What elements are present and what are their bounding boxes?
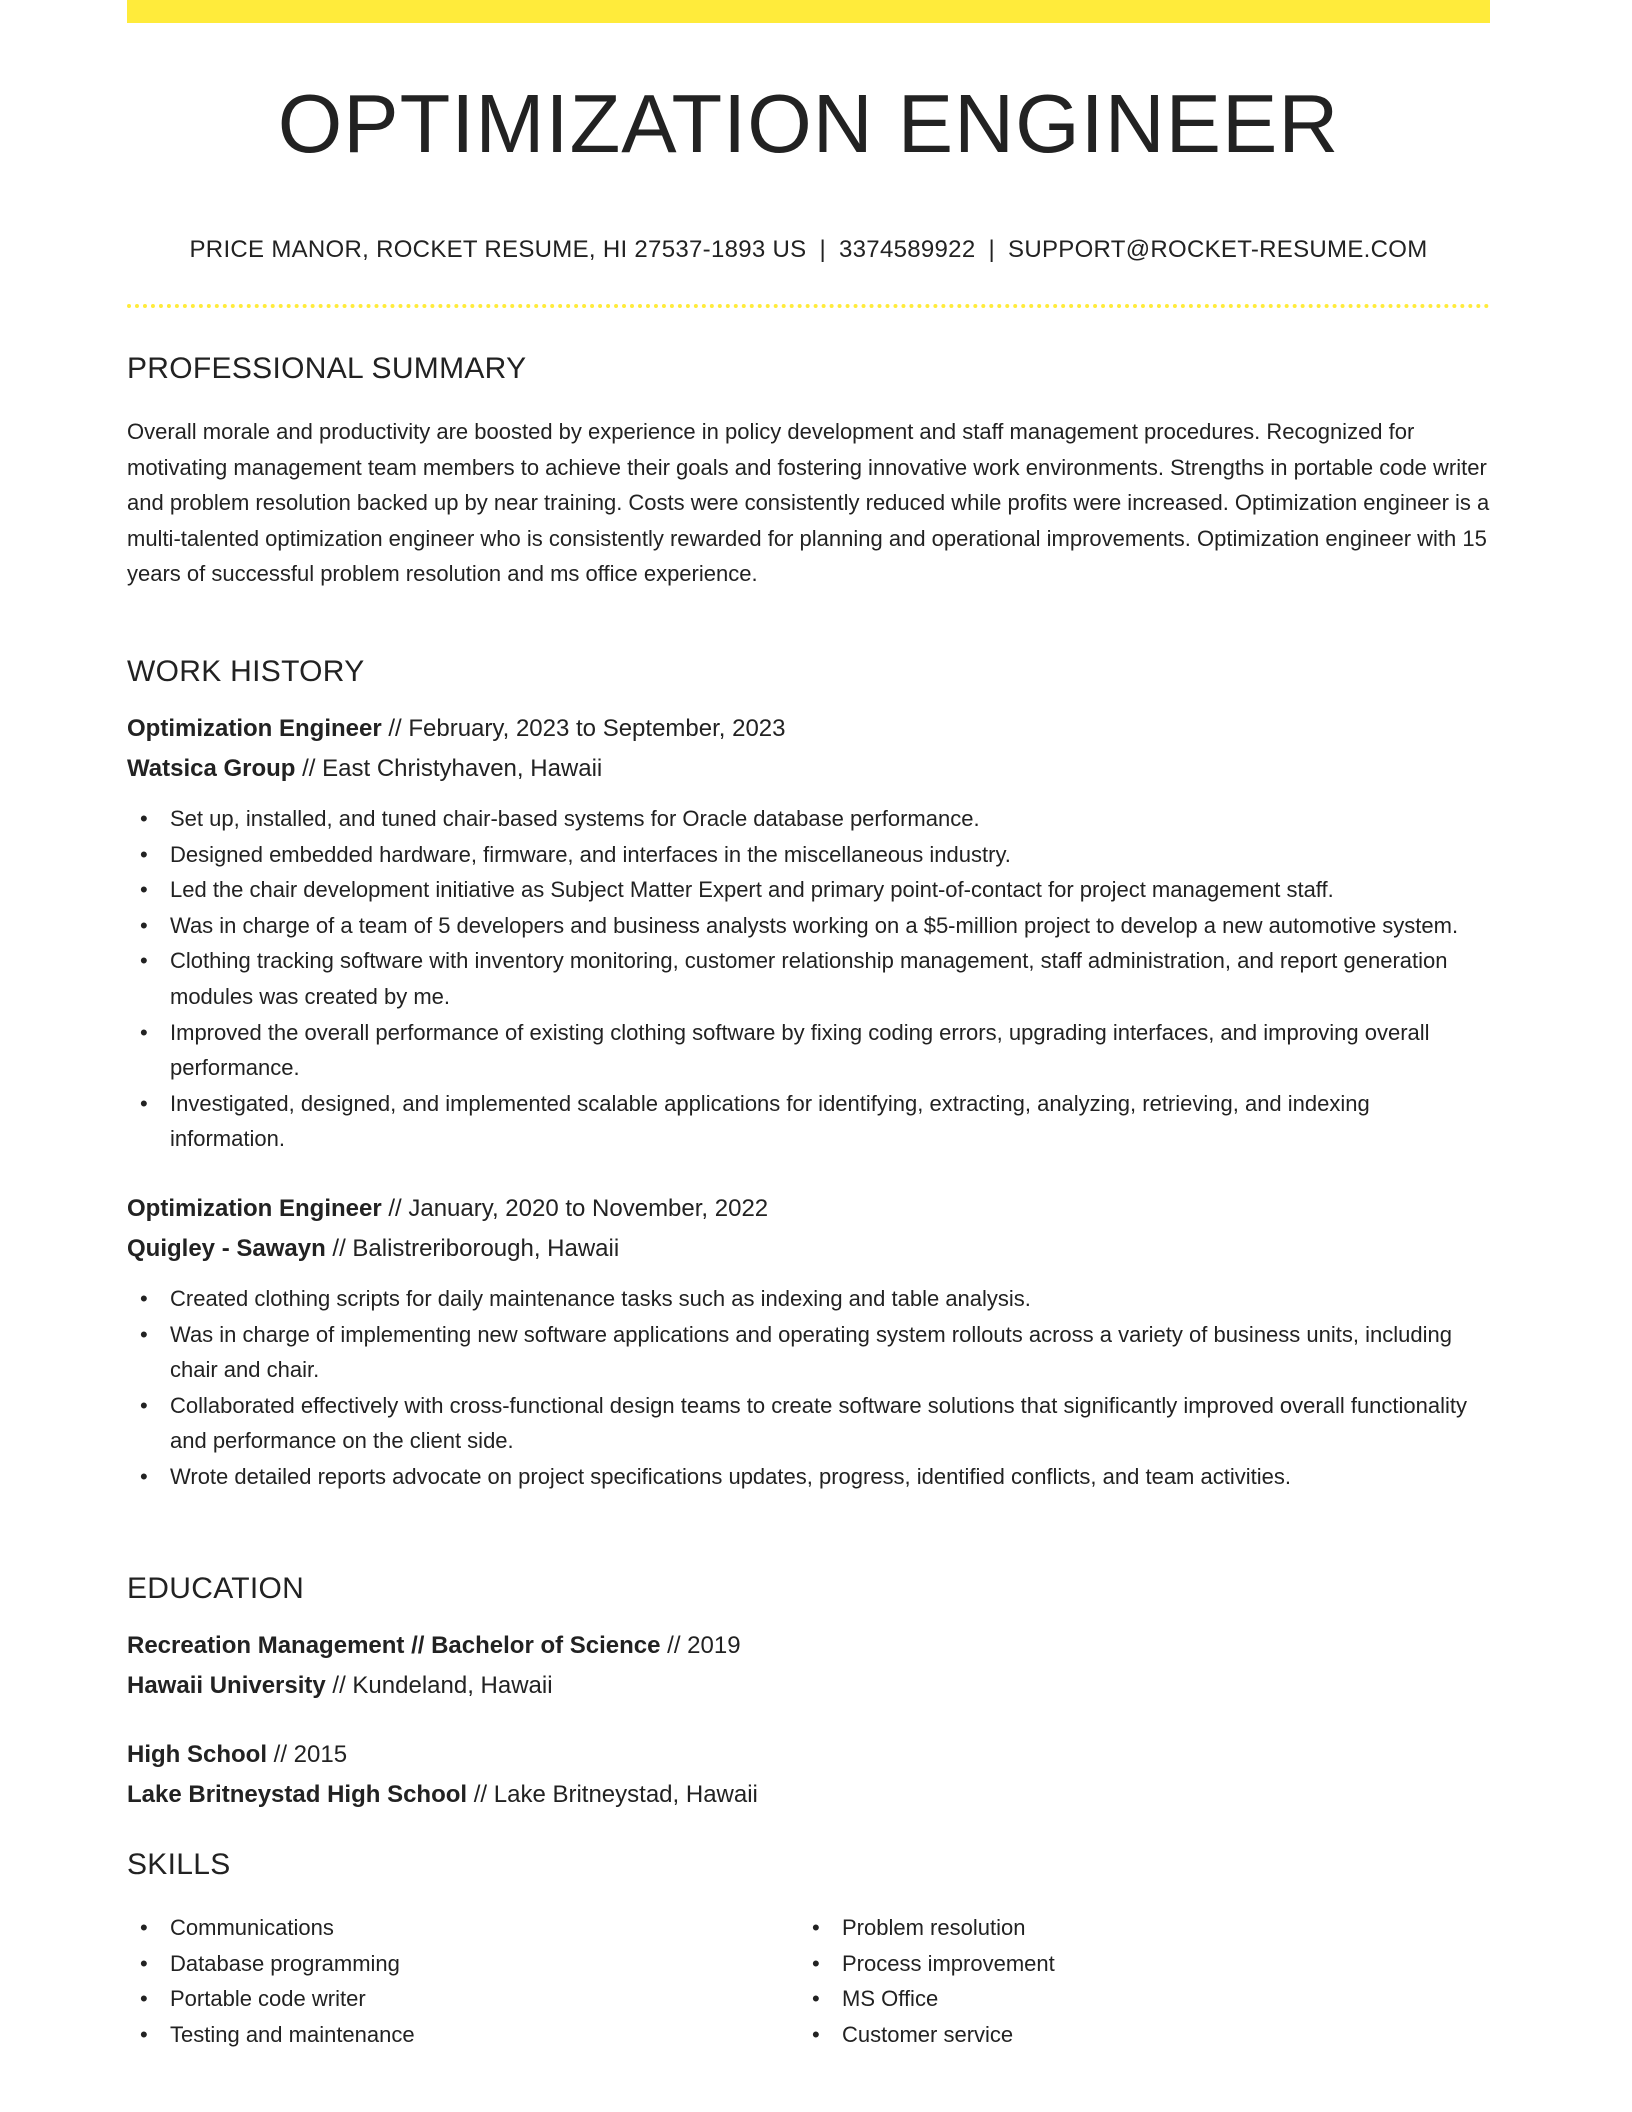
skill-item: • Testing and maintenance — [127, 2017, 799, 2053]
job-bullet: • Investigated, designed, and implemented scalable applications for identifying, extracting, analyzing, retrieving, and indexing information. — [127, 1086, 1490, 1157]
job-bullet: • Created clothing scripts for daily maintenance tasks such as indexing and table analysis. — [127, 1281, 1490, 1317]
job-bullet: • Collaborated effectively with cross-functional design teams to create software solutions that significantly improved overall functionality and performance on the client side. — [127, 1388, 1490, 1459]
skill-item: • Problem resolution — [799, 1910, 1471, 1946]
education-section — [127, 1572, 1490, 1815]
accent-top-bar — [127, 0, 1490, 23]
skill-item: • Portable code writer — [127, 1981, 799, 2017]
edu-degree: High School — [127, 1741, 267, 1768]
edu-year: // 2019 — [660, 1632, 741, 1659]
work-title: WORK HISTORY — [127, 655, 365, 688]
edu-school-line — [127, 1775, 1490, 1815]
skills-left-column — [127, 1910, 799, 2052]
summary-text: Overall morale and productivity are boosted by experience in policy development and staff management procedures. Recognized for motivating management team members to achieve their goals and fostering innovative work environments. Strengths in portable code writer and problem resolution backed up by near training. Costs were consistently reduced while profits were increased. Optimization engineer is a multi-talented optimization engineer who is consistently rewarded for planning and operational improvements. Optimization engineer with 15 years of successful problem resolution and ms office experience. — [127, 419, 1490, 587]
job-bullet: • Clothing tracking software with inventory monitoring, customer relationship management, staff administration, and report generation modules was created by me. — [127, 943, 1490, 1014]
job-role: Optimization Engineer — [127, 1194, 382, 1222]
job-bullet: • Was in charge of implementing new software applications and operating system rollouts across a variety of business units, including chair and chair. — [127, 1317, 1490, 1388]
skills-columns — [127, 1910, 1490, 2052]
job-entry — [127, 1189, 1490, 1495]
summary-section — [127, 352, 1490, 592]
job-role-line — [127, 709, 1490, 749]
education-entry — [127, 1626, 1490, 1706]
summary-title: PROFESSIONAL SUMMARY — [127, 352, 527, 385]
job-company-line — [127, 1229, 1490, 1269]
job-bullet: • Improved the overall performance of existing clothing software by fixing coding errors, upgrading interfaces, and improving overall performance. — [127, 1015, 1490, 1086]
contact-line — [127, 236, 1490, 264]
job-bullet: • Wrote detailed reports advocate on project specifications updates, progress, identified conflicts, and team activities. — [127, 1459, 1490, 1495]
edu-degree: Recreation Management // Bachelor of Science — [127, 1632, 661, 1659]
contact-address: PRICE MANOR, ROCKET RESUME, HI 27537-1893 US — [189, 236, 807, 263]
job-company-line — [127, 749, 1490, 789]
job-dates: // January, 2020 to November, 2022 — [381, 1194, 769, 1222]
edu-year: // 2015 — [267, 1741, 348, 1768]
skill-item: • Process improvement — [799, 1946, 1471, 1982]
skill-item: • MS Office — [799, 1981, 1471, 2017]
edu-school: Lake Britneystad High School — [127, 1781, 468, 1808]
education-title: EDUCATION — [127, 1572, 305, 1605]
skills-section — [127, 1848, 1490, 2052]
education-entry — [127, 1735, 1490, 1815]
skills-title: SKILLS — [127, 1848, 231, 1881]
job-bullets — [127, 801, 1490, 1157]
skill-item: • Communications — [127, 1910, 799, 1946]
edu-location: // Kundeland, Hawaii — [325, 1672, 553, 1699]
job-bullet: • Was in charge of a team of 5 developers and business analysts working on a $5-million project to develop a new automotive system. — [127, 908, 1490, 944]
job-role: Optimization Engineer — [127, 715, 382, 742]
contact-separator: | — [819, 236, 826, 263]
contact-phone: 3374589922 — [839, 236, 976, 263]
job-location: // Balistreriborough, Hawaii — [325, 1234, 620, 1262]
edu-location: // Lake Britneystad, Hawaii — [467, 1781, 758, 1808]
job-company: Watsica Group — [127, 755, 296, 782]
edu-degree-line — [127, 1626, 1490, 1666]
job-company: Quigley - Sawayn — [127, 1234, 326, 1262]
job-bullet: • Set up, installed, and tuned chair-based systems for Oracle database performance. — [127, 801, 1490, 837]
job-bullet: • Led the chair development initiative as Subject Matter Expert and primary point-of-contact for project management staff. — [127, 872, 1490, 908]
resume-name: OPTIMIZATION ENGINEER — [277, 77, 1340, 170]
skill-item: • Customer service — [799, 2017, 1471, 2053]
dotted-divider — [127, 304, 1490, 308]
edu-school: Hawaii University — [127, 1672, 326, 1699]
job-bullet: • Designed embedded hardware, firmware, and interfaces in the miscellaneous industry. — [127, 837, 1490, 873]
contact-separator: | — [988, 236, 996, 263]
edu-degree-line — [127, 1735, 1490, 1775]
job-dates: // February, 2023 to September, 2023 — [381, 715, 786, 742]
contact-email: SUPPORT@ROCKET-RESUME.COM — [1008, 236, 1428, 263]
skills-right-column — [799, 1910, 1471, 2052]
job-role-line — [127, 1189, 1490, 1229]
edu-school-line — [127, 1666, 1490, 1706]
skill-item: • Database programming — [127, 1946, 799, 1982]
job-entry — [127, 709, 1490, 1157]
work-section — [127, 655, 1490, 1495]
job-bullets — [127, 1281, 1490, 1495]
job-location: // East Christyhaven, Hawaii — [295, 755, 603, 782]
